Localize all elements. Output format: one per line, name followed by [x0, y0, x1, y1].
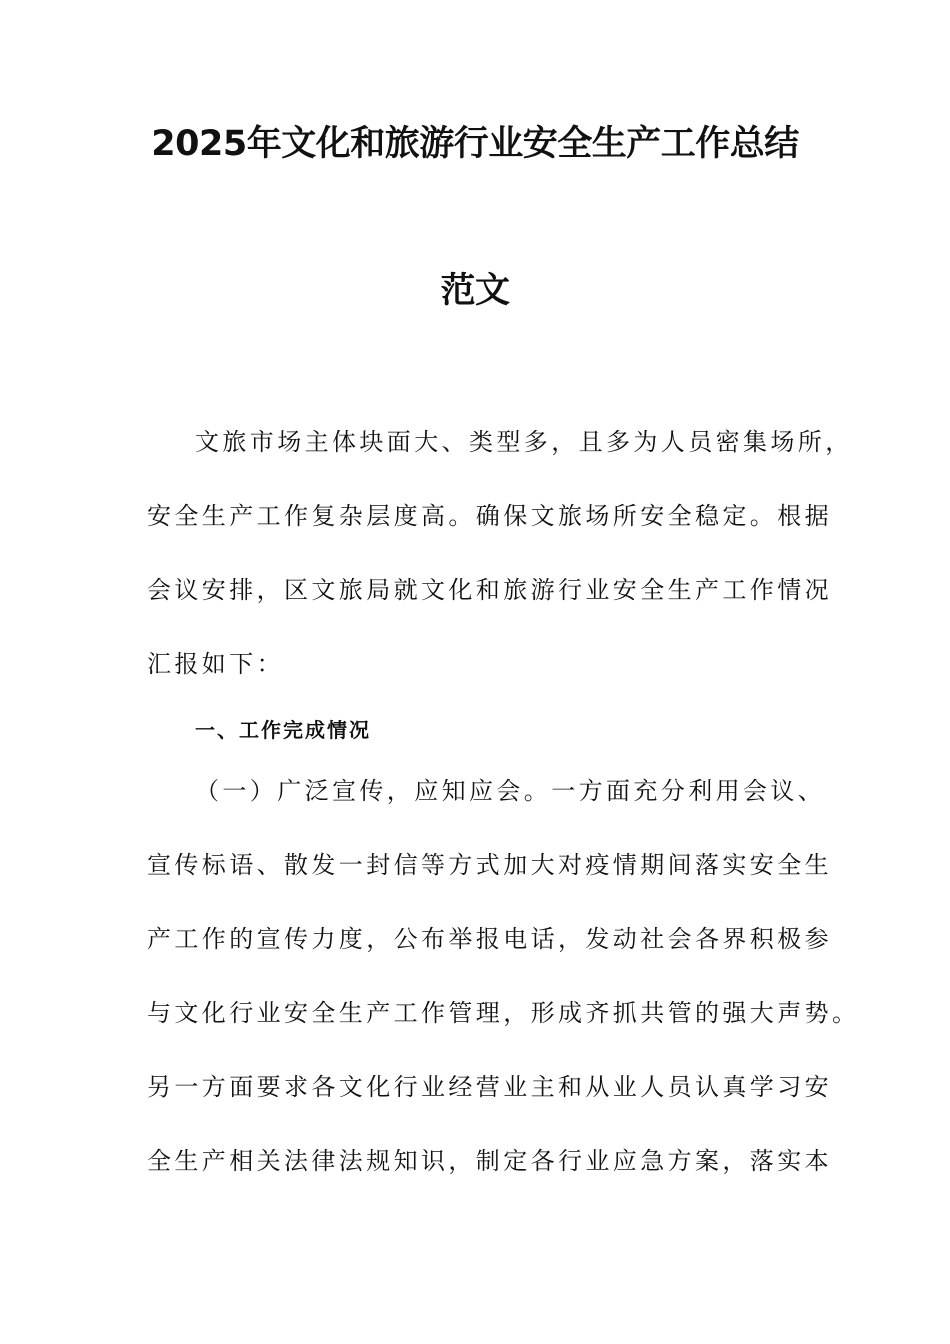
- paragraph-line: 全生产相关法律法规知识，制定各行业应急方案，落实本: [147, 1147, 832, 1175]
- paragraph-line: 另一方面要求各文化行业经营业主和从业人员认真学习安: [147, 1073, 832, 1101]
- paragraph-line: 文旅市场主体块面大、类型多，且多为人员密集场所，: [195, 428, 853, 456]
- paragraph-line: 会议安排，区文旅局就文化和旅游行业安全生产工作情况: [147, 576, 832, 604]
- paragraph-line: 安全生产工作复杂层度高。确保文旅场所安全稳定。根据: [147, 502, 832, 530]
- document-title-line-2: 范文: [440, 271, 510, 311]
- section-heading: 一、工作完成情况: [195, 718, 371, 742]
- paragraph-line: 产工作的宣传力度，公布举报电话，发动社会各界积极参: [147, 925, 832, 953]
- paragraph-line: （一）广泛宣传，应知应会。一方面充分利用会议、: [195, 777, 826, 805]
- paragraph-line: 汇报如下：: [147, 650, 284, 678]
- paragraph-line: 宣传标语、散发一封信等方式加大对疫情期间落实安全生: [147, 851, 832, 879]
- paragraph-line: 与文化行业安全生产工作管理，形成齐抓共管的强大声势。: [147, 999, 860, 1027]
- document-title-line-1: 2025年文化和旅游行业安全生产工作总结: [151, 124, 799, 164]
